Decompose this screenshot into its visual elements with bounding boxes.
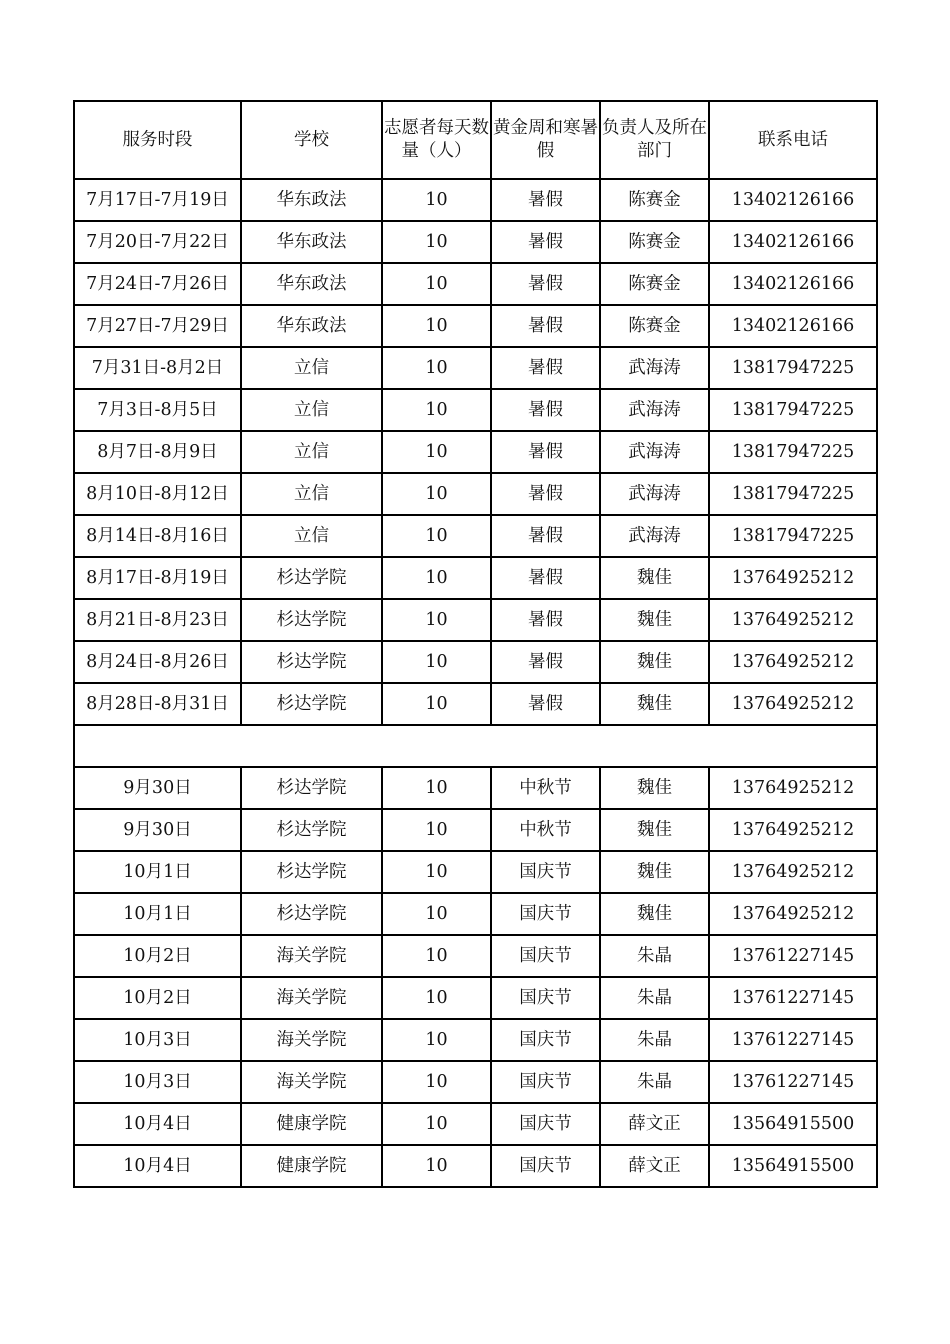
- cell-holiday: 暑假: [491, 515, 600, 557]
- cell-volunteers: 10: [382, 935, 491, 977]
- cell-volunteers: 10: [382, 977, 491, 1019]
- cell-holiday: 国庆节: [491, 977, 600, 1019]
- cell-school: 海关学院: [241, 935, 382, 977]
- cell-school: 杉达学院: [241, 683, 382, 725]
- cell-phone: 13761227145: [709, 1061, 877, 1103]
- cell-person: 魏佳: [600, 809, 709, 851]
- header-cell-period: 服务时段: [74, 101, 241, 179]
- cell-volunteers: 10: [382, 431, 491, 473]
- blank-cell: [74, 725, 877, 767]
- cell-phone: 13761227145: [709, 1019, 877, 1061]
- cell-school: 华东政法: [241, 221, 382, 263]
- cell-phone: 13402126166: [709, 179, 877, 221]
- cell-phone: 13764925212: [709, 641, 877, 683]
- cell-volunteers: 10: [382, 305, 491, 347]
- cell-volunteers: 10: [382, 221, 491, 263]
- cell-school: 海关学院: [241, 977, 382, 1019]
- cell-person: 魏佳: [600, 851, 709, 893]
- cell-phone: 13402126166: [709, 263, 877, 305]
- cell-phone: 13764925212: [709, 683, 877, 725]
- cell-holiday: 国庆节: [491, 1103, 600, 1145]
- table-row: [74, 305, 877, 347]
- cell-holiday: 暑假: [491, 599, 600, 641]
- cell-school: 杉达学院: [241, 599, 382, 641]
- table-row: [74, 767, 877, 809]
- cell-person: 陈赛金: [600, 305, 709, 347]
- cell-school: 杉达学院: [241, 851, 382, 893]
- cell-person: 魏佳: [600, 557, 709, 599]
- cell-holiday: 暑假: [491, 347, 600, 389]
- table-row: [74, 1061, 877, 1103]
- cell-phone: 13817947225: [709, 347, 877, 389]
- cell-phone: 13817947225: [709, 389, 877, 431]
- cell-period: 7月3日-8月5日: [74, 389, 241, 431]
- cell-phone: 13764925212: [709, 809, 877, 851]
- table-row: [74, 1103, 877, 1145]
- cell-phone: 13764925212: [709, 599, 877, 641]
- cell-school: 海关学院: [241, 1061, 382, 1103]
- table-row: [74, 431, 877, 473]
- blank-separator-row: [74, 725, 877, 767]
- cell-person: 魏佳: [600, 641, 709, 683]
- cell-person: 陈赛金: [600, 221, 709, 263]
- cell-phone: 13764925212: [709, 557, 877, 599]
- cell-school: 立信: [241, 431, 382, 473]
- cell-phone: 13764925212: [709, 893, 877, 935]
- cell-person: 武海涛: [600, 347, 709, 389]
- cell-period: 8月21日-8月23日: [74, 599, 241, 641]
- cell-holiday: 国庆节: [491, 893, 600, 935]
- cell-volunteers: 10: [382, 557, 491, 599]
- cell-person: 陈赛金: [600, 263, 709, 305]
- cell-person: 朱晶: [600, 935, 709, 977]
- cell-school: 立信: [241, 389, 382, 431]
- cell-holiday: 国庆节: [491, 935, 600, 977]
- cell-volunteers: 10: [382, 683, 491, 725]
- table-row: [74, 683, 877, 725]
- table-row: [74, 179, 877, 221]
- cell-holiday: 中秋节: [491, 767, 600, 809]
- cell-person: 陈赛金: [600, 179, 709, 221]
- table-row: [74, 389, 877, 431]
- cell-volunteers: 10: [382, 893, 491, 935]
- cell-period: 7月27日-7月29日: [74, 305, 241, 347]
- table-row: [74, 473, 877, 515]
- cell-person: 朱晶: [600, 977, 709, 1019]
- cell-holiday: 中秋节: [491, 809, 600, 851]
- cell-phone: 13764925212: [709, 767, 877, 809]
- cell-school: 立信: [241, 515, 382, 557]
- cell-period: 10月2日: [74, 977, 241, 1019]
- cell-school: 杉达学院: [241, 641, 382, 683]
- table-row: [74, 1145, 877, 1187]
- header-cell-phone: 联系电话: [709, 101, 877, 179]
- cell-volunteers: 10: [382, 851, 491, 893]
- table-row: [74, 935, 877, 977]
- cell-school: 华东政法: [241, 305, 382, 347]
- table-row: [74, 1019, 877, 1061]
- cell-volunteers: 10: [382, 1061, 491, 1103]
- cell-holiday: 国庆节: [491, 1019, 600, 1061]
- cell-period: 8月10日-8月12日: [74, 473, 241, 515]
- cell-period: 7月31日-8月2日: [74, 347, 241, 389]
- table-row: [74, 809, 877, 851]
- cell-holiday: 暑假: [491, 557, 600, 599]
- cell-volunteers: 10: [382, 179, 491, 221]
- header-cell-person: 负责人及所在部门: [600, 101, 709, 179]
- cell-phone: 13761227145: [709, 935, 877, 977]
- cell-holiday: 暑假: [491, 683, 600, 725]
- cell-phone: 13564915500: [709, 1103, 877, 1145]
- cell-volunteers: 10: [382, 515, 491, 557]
- table-row: [74, 977, 877, 1019]
- cell-period: 7月24日-7月26日: [74, 263, 241, 305]
- cell-school: 华东政法: [241, 263, 382, 305]
- cell-period: 7月17日-7月19日: [74, 179, 241, 221]
- table-row: [74, 851, 877, 893]
- cell-volunteers: 10: [382, 767, 491, 809]
- cell-period: 8月14日-8月16日: [74, 515, 241, 557]
- cell-school: 海关学院: [241, 1019, 382, 1061]
- cell-holiday: 国庆节: [491, 1061, 600, 1103]
- cell-person: 武海涛: [600, 473, 709, 515]
- cell-holiday: 暑假: [491, 305, 600, 347]
- cell-school: 立信: [241, 347, 382, 389]
- cell-volunteers: 10: [382, 599, 491, 641]
- table-row: [74, 263, 877, 305]
- cell-school: 健康学院: [241, 1145, 382, 1187]
- cell-holiday: 国庆节: [491, 1145, 600, 1187]
- cell-period: 10月2日: [74, 935, 241, 977]
- cell-holiday: 暑假: [491, 641, 600, 683]
- cell-volunteers: 10: [382, 1019, 491, 1061]
- table-row: [74, 641, 877, 683]
- cell-period: 8月7日-8月9日: [74, 431, 241, 473]
- cell-holiday: 暑假: [491, 473, 600, 515]
- header-cell-holiday: 黄金周和寒暑假: [491, 101, 600, 179]
- cell-period: 8月28日-8月31日: [74, 683, 241, 725]
- cell-period: 10月4日: [74, 1103, 241, 1145]
- cell-period: 10月1日: [74, 893, 241, 935]
- cell-school: 杉达学院: [241, 767, 382, 809]
- cell-person: 朱晶: [600, 1019, 709, 1061]
- cell-phone: 13402126166: [709, 221, 877, 263]
- cell-volunteers: 10: [382, 641, 491, 683]
- table-row: [74, 557, 877, 599]
- header-row: [74, 101, 877, 179]
- cell-volunteers: 10: [382, 1145, 491, 1187]
- cell-phone: 13564915500: [709, 1145, 877, 1187]
- volunteer-schedule-table: [73, 100, 878, 1188]
- cell-person: 武海涛: [600, 431, 709, 473]
- cell-holiday: 暑假: [491, 431, 600, 473]
- cell-person: 薛文正: [600, 1145, 709, 1187]
- cell-person: 魏佳: [600, 599, 709, 641]
- cell-volunteers: 10: [382, 389, 491, 431]
- cell-person: 魏佳: [600, 683, 709, 725]
- cell-school: 杉达学院: [241, 557, 382, 599]
- cell-period: 8月17日-8月19日: [74, 557, 241, 599]
- table-row: [74, 515, 877, 557]
- table-row: [74, 893, 877, 935]
- cell-period: 10月3日: [74, 1061, 241, 1103]
- cell-phone: 13817947225: [709, 431, 877, 473]
- cell-person: 武海涛: [600, 515, 709, 557]
- cell-period: 7月20日-7月22日: [74, 221, 241, 263]
- cell-holiday: 国庆节: [491, 851, 600, 893]
- cell-volunteers: 10: [382, 347, 491, 389]
- table-row: [74, 347, 877, 389]
- cell-person: 魏佳: [600, 767, 709, 809]
- cell-holiday: 暑假: [491, 263, 600, 305]
- cell-volunteers: 10: [382, 473, 491, 515]
- cell-person: 薛文正: [600, 1103, 709, 1145]
- cell-volunteers: 10: [382, 809, 491, 851]
- cell-holiday: 暑假: [491, 179, 600, 221]
- cell-school: 立信: [241, 473, 382, 515]
- cell-holiday: 暑假: [491, 221, 600, 263]
- cell-person: 魏佳: [600, 893, 709, 935]
- cell-person: 朱晶: [600, 1061, 709, 1103]
- cell-phone: 13761227145: [709, 977, 877, 1019]
- cell-phone: 13817947225: [709, 473, 877, 515]
- cell-volunteers: 10: [382, 263, 491, 305]
- table-row: [74, 221, 877, 263]
- header-cell-school: 学校: [241, 101, 382, 179]
- cell-school: 华东政法: [241, 179, 382, 221]
- cell-phone: 13817947225: [709, 515, 877, 557]
- cell-phone: 13402126166: [709, 305, 877, 347]
- cell-school: 健康学院: [241, 1103, 382, 1145]
- cell-period: 10月1日: [74, 851, 241, 893]
- cell-period: 10月4日: [74, 1145, 241, 1187]
- cell-school: 杉达学院: [241, 809, 382, 851]
- cell-person: 武海涛: [600, 389, 709, 431]
- header-cell-volunteers: 志愿者每天数量（人）: [382, 101, 491, 179]
- cell-phone: 13764925212: [709, 851, 877, 893]
- table-row: [74, 599, 877, 641]
- cell-period: 9月30日: [74, 809, 241, 851]
- cell-period: 9月30日: [74, 767, 241, 809]
- cell-school: 杉达学院: [241, 893, 382, 935]
- cell-holiday: 暑假: [491, 389, 600, 431]
- cell-volunteers: 10: [382, 1103, 491, 1145]
- cell-period: 8月24日-8月26日: [74, 641, 241, 683]
- cell-period: 10月3日: [74, 1019, 241, 1061]
